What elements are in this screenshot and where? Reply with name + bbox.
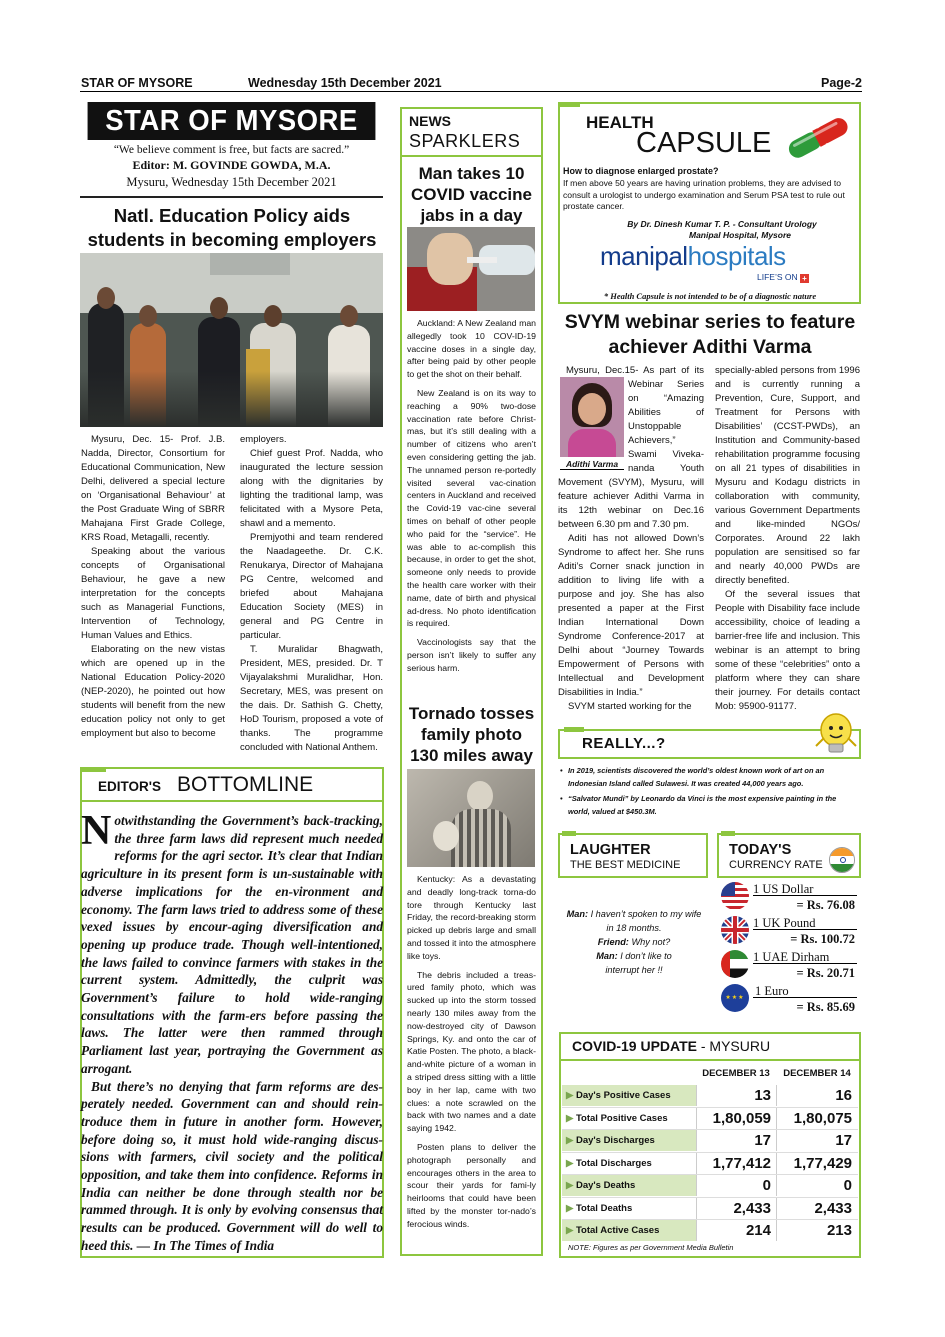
covid-label-b: - MYSURU: [700, 1038, 771, 1054]
india-flag-icon: [829, 847, 855, 873]
row-label: Total Discharges: [575, 1157, 652, 1169]
sparkler-para: New Zealand is on its way to reaching a 90% two-dose vaccination rate before Christ-mas, but it’s still dealing with a number of citizens who aren’t even considering getting the jab. The unnamed person re-portedly visited several vac-cination centers in Auckland and received the Covid-19 vac-cine several times on behalf of other people who paid for the “service”. He was able to ac-complish this because, in order to get the shot, someone only needs to provide the health care worker with their name, date of birth and physical ad-dress. No photo identification is required.: [407, 387, 536, 629]
currency-row: [717, 982, 861, 1018]
lightbulb-icon: [812, 710, 860, 762]
really-facts: [560, 764, 860, 818]
nep-col1: [81, 433, 225, 741]
tornado-photo: [407, 769, 535, 867]
editorial-label-box: [80, 767, 384, 802]
row-d14: 1,80,075: [776, 1108, 858, 1129]
covid-col-head-1: DECEMBER 13: [702, 1068, 770, 1079]
nep-col2: [240, 433, 383, 755]
nep-para: T. Muralidar Bhagwath, President, MES, presided. Dr. T Vijayalakshmi Muralidhar, Hon. Secretary, MES, was present on the dais. Dr. Sathish G. Chetty, HoD Tourism, proposed a vote of thanks. The programme concluded with National Anthem.: [240, 644, 383, 753]
row-arrow-icon: ▶: [566, 1202, 574, 1214]
adithi-caption: Adithi Varma: [560, 459, 624, 470]
uae-flag-icon: [721, 950, 749, 978]
row-arrow-icon: ▶: [566, 1090, 574, 1101]
sparkler-para: The debris included a treas-ured family photo, which was sucked up into the storm tossed nearly 130 miles away from the now-destroyed city of Dawson Springs, Ky. and onto the car of Katie Posten. The photo, a black-and-white picture of a woman in a striped dress sitting with a little boy in her lap, came with two clues: a note scrawled on the back with two names and a date saying 1942.: [407, 969, 536, 1134]
nep-para: Mysuru, Dec. 15- Prof. J.B. Nadda, Director, Consortium for Educational Communication, New Delhi, delivered a special lecture on ‘Organisational Behaviour’ at the Post Graduate Wing of SBRR Mahajana First Grade College, KRS Road, Metagalli, recently.: [81, 434, 225, 543]
row-d13: 17: [696, 1130, 776, 1151]
svym-col2: [715, 364, 860, 714]
svym-lead-line: Achievers,”: [628, 435, 676, 446]
page-header: [80, 74, 862, 92]
covid-label-a: COVID-19 UPDATE: [572, 1038, 697, 1054]
laughter-label-a: LAUGHTER: [570, 842, 651, 858]
row-d14: 0: [776, 1175, 858, 1196]
svym-lead-line: on “Amazing: [628, 393, 704, 404]
row-arrow-icon: ▶: [566, 1225, 574, 1236]
svym-para: Of the several issues that People with Disability face include accessibility, choice of leading a barrier-free life and inclusion. This webinar is an attempt to bring some of these “celebrities” onto a platform where they can share their journey. For details contact Mob: 95900-91177.: [715, 589, 860, 712]
row-d14: 16: [776, 1085, 858, 1106]
svym-lead-line: Unstoppable: [628, 421, 682, 432]
health-accent: [558, 102, 580, 107]
sparkler-story-1: [407, 317, 536, 675]
table-row: [562, 1152, 858, 1174]
capsule-icon: [780, 112, 860, 162]
table-row: [562, 1129, 858, 1151]
svym-lead-line: Mysuru, Dec.15- As part of its: [566, 365, 704, 376]
sparklers-label-bar: [400, 155, 543, 157]
row-label: Day's Positive Cases: [575, 1090, 671, 1101]
row-d14: 2,433: [776, 1198, 858, 1219]
health-label-b: CAPSULE: [636, 127, 772, 159]
sparkler-headline-2: Tornado tosses family photo 130 miles away: [408, 704, 535, 765]
currency-rate: = Rs. 76.08: [796, 898, 855, 912]
header-date: Wednesday 15th December 2021: [248, 76, 442, 90]
svym-lead-line: Abilities of: [628, 407, 704, 418]
row-d13: 13: [696, 1085, 776, 1106]
table-row: [562, 1197, 858, 1219]
nep-para: Premjyothi and team rendered the Naadageethe. Dr. C.K. Renukarya, Director of Mahajana PG Centre, welcomed and briefed about Mahajana Education Society (MES) in general and PG Centre in particular.: [240, 532, 383, 641]
joke-line: Man: I haven’t spoken to my wife in 18 months.: [566, 909, 702, 933]
header-paper: STAR OF MYSORE: [81, 76, 193, 90]
header-page: Page-2: [821, 76, 862, 90]
nep-para: Chief guest Prof. Nadda, who inaugurated the lecture session along with the dignitaries by lighting the traditional lamp, was felicitated with a Mysore Peta, shawl and a memento.: [240, 448, 383, 529]
manipal-tagline: LIFE’S ON +: [757, 272, 809, 283]
vaccine-photo: [407, 227, 535, 311]
currency-accent: [721, 831, 735, 836]
health-label-a: HEALTH: [586, 113, 654, 132]
editorial-accent: [80, 767, 106, 772]
really-fact: • In 2019, scientists discovered the world’s oldest known work of art on an Indonesian Island called Sulawesi. It was created 44,000 years ago.: [560, 766, 825, 788]
currency-unit: 1 UAE Dirham: [753, 950, 830, 964]
covid-header-rule: [559, 1059, 861, 1061]
currency-underline: [753, 997, 857, 998]
svym-lead-line: nanda Youth: [628, 463, 704, 474]
svym-lead-line: Swami Viveka-: [628, 449, 704, 460]
laughter-joke: [563, 907, 705, 977]
editorial-text: [81, 808, 383, 1255]
health-question: How to diagnose enlarged prostate?: [563, 166, 719, 176]
currency-unit: 1 Euro: [755, 984, 789, 998]
currency-rate: = Rs. 100.72: [790, 932, 855, 946]
really-accent: [564, 727, 584, 732]
table-row: [562, 1084, 858, 1106]
nep-photo: [80, 253, 383, 427]
svym-para: SVYM started working for the: [568, 701, 692, 712]
row-label: Day's Discharges: [575, 1135, 655, 1146]
currency-row: [717, 948, 861, 980]
table-row: [562, 1107, 858, 1129]
svym-para: Movement (SVYM), Mysuru, will feature achiever Adithi Varma in its 12th webinar on Dec.16 between 6.30 pm and 7.30 pm.: [558, 477, 704, 530]
joke-line: Friend: Why not?: [597, 937, 671, 947]
laughter-accent: [562, 831, 576, 836]
masthead-motto: “We believe comment is free, but facts are sacred.”: [113, 144, 350, 156]
currency-unit: 1 US Dollar: [753, 882, 814, 896]
editorial-dropcap: N: [81, 808, 112, 854]
row-label: Total Deaths: [575, 1202, 633, 1214]
editorial-para-2: But there’s no denying that farm reforms are des-perately needed. Government can and should rein-troduce them in future in another form. However, before doing so, it must hold wide-ranging discus-sions with farmers, civil society and the political opposition, and take them into confidence. Reforms in India can neither be done through stealth nor be rammed through. It is only by evolving consensus that results can be produced. Government will do well to heed this. — In The Times of India: [81, 1078, 383, 1253]
us-flag-icon: [721, 882, 749, 910]
sparkler-para: Posten plans to deliver the photograph personally and encourages others in the area to scour their yards for fami-ly heirlooms that could have been lifted by the monster tor-nado’s ferocious winds.: [407, 1141, 536, 1229]
svym-lead-lines: [566, 364, 704, 476]
covid-col-head-2: DECEMBER 14: [783, 1068, 851, 1079]
row-arrow-icon: ▶: [566, 1135, 574, 1146]
currency-label-a: TODAY'S: [729, 842, 792, 858]
row-arrow-icon: ▶: [566, 1180, 574, 1191]
manipal-logo: [600, 241, 815, 283]
sparklers-label-a: NEWS: [409, 113, 451, 129]
table-row: [562, 1219, 858, 1241]
sparkler-para: Auckland: A New Zealand man allegedly took 10 COV-ID-19 vaccine doses in a single day, after being paid by other people to get the shot on their behalf.: [407, 318, 536, 380]
svym-col1: [558, 476, 704, 714]
currency-row: [717, 914, 861, 946]
row-d14: 1,77,429: [776, 1153, 858, 1174]
currency-underline: [753, 895, 857, 896]
row-arrow-icon: ▶: [566, 1112, 574, 1124]
health-byline-2: Manipal Hospital, Mysore: [688, 230, 792, 240]
row-label: Total Positive Cases: [575, 1112, 668, 1124]
nep-para: Elaborating on the new vistas which are opened up in the National Education Policy-2020 (NEP-2020), he pointed out how students will benefit from the new education policy not only to get employment but also to become: [81, 644, 225, 739]
editorial-label-a: EDITOR'S: [98, 779, 161, 794]
masthead-rule: [80, 196, 383, 198]
svym-lead-line: Webinar Series: [628, 379, 704, 390]
currency-label-b: CURRENCY RATE: [729, 859, 823, 871]
sparkler-para: Vaccinologists say that the person isn’t likely to suffer any serious harm.: [407, 637, 536, 673]
masthead-dateline: Mysuru, Wednesday 15th December 2021: [126, 175, 337, 189]
nep-para: Speaking about the various concepts of Organisational Behaviour, he gave a new interpretation for the concepts such as Managerial Functions, Intervention of Technology, Human Values and Ethics.: [81, 546, 225, 641]
sparkler-headline-1: Man takes 10 COVID vaccine jabs in a day: [411, 164, 532, 225]
row-d13: 1,77,412: [696, 1153, 776, 1174]
editorial-para-1: Notwithstanding the Government’s back-tracking, the three farm laws did represent much needed reforms for the agri sector. It’s clear that Indian agriculture in its present form is un-sustainable with adverse implications for the en-vironment and economy. The farm laws tried to address some of these vexed issues by encour-aging diversification and opening up produce trade. Though well-intentioned, the laws failed to convince farmers with stakes in the current system. Admittedly, the culprit was Government’s failure to hold wide-ranging consultations with the farm-ers before passing the laws. The latter were then rammed through Parliament last year, portraying the Government as arrogant.: [81, 808, 383, 1076]
table-row: [562, 1174, 858, 1196]
nep-para-lead: employers.: [240, 434, 287, 445]
joke-line: Man: I don’t like to interrupt her !!: [596, 951, 672, 975]
health-byline-1: By Dr. Dinesh Kumar T. P. - Consultant Urology: [627, 219, 817, 229]
covid-rows: [562, 1084, 858, 1241]
masthead-title: STAR OF MYSORE: [88, 102, 376, 140]
currency-unit: 1 UK Pound: [753, 916, 816, 930]
svym-headline: SVYM webinar series to feature achiever Adithi Varma: [564, 311, 856, 358]
svym-para: specially-abled persons from 1996 and is currently running a Prevention, Cure, Support, and Treatment for Persons with Disabilities’ (CCST-PWDs), an Institution and Community-based rehabilitation programme focusing on all 21 types of disabilities in Mysuru and Kodagu districts in collaboration with community, various Government Departments and like-minded NGOs/ Corporates. Around 22 lakh population are sensitised so far and nearly 40,000 PWDs are directly benefited.: [715, 365, 860, 586]
really-fact: • “Salvator Mundi” by Leonardo da Vinci is the most expensive painting in the world, valued at $450.3M.: [560, 794, 837, 816]
masthead-editor: Editor: M. GOVINDE GOWDA, M.A.: [132, 158, 331, 172]
health-bottom-rule: [558, 302, 861, 304]
currency-rate: = Rs. 85.69: [796, 1000, 855, 1014]
manipal-logo-b: hospitals: [687, 241, 786, 271]
manipal-logo-a: manipal: [600, 241, 688, 271]
row-d14: 17: [776, 1130, 858, 1151]
row-label: Day's Deaths: [575, 1180, 636, 1191]
currency-rate: = Rs. 20.71: [796, 966, 855, 980]
row-d13: 0: [696, 1175, 776, 1196]
laughter-label-b: THE BEST MEDICINE: [570, 859, 681, 871]
really-label: REALLY...?: [582, 735, 666, 752]
covid-title: [572, 1038, 770, 1054]
editorial-label-b: BOTTOMLINE: [177, 773, 314, 796]
sparkler-story-2: [407, 873, 536, 1231]
plus-icon: +: [800, 274, 809, 283]
health-label-box: [570, 107, 776, 159]
svym-para: Aditi has not allowed Down’s Syndrome to affect her. She runs Aditi’s Corner snack junction in addition to living life with a purpose and joy. She has also presented a paper at the First Indian International Down Syndrome Conference-2017 at Delhi about “Journey Towards Empowerment of Persons with Intellectual and Development Disabilities in India.”: [558, 533, 704, 698]
row-arrow-icon: ▶: [566, 1157, 574, 1169]
sparklers-label-b: SPARKLERS: [409, 131, 521, 151]
currency-underline: [753, 963, 857, 964]
health-disclaimer: * Health Capsule is not intended to be of a diagnostic nature: [603, 291, 817, 301]
row-d13: 214: [696, 1220, 776, 1241]
health-answer: If men above 50 years are having urination problems, they are advised to consult a urologist to undergo examination and Serum PSA test to rule out prostate cancer.: [563, 178, 845, 211]
currency-row: [717, 880, 861, 912]
currency-underline: [753, 929, 857, 930]
row-label: Total Active Cases: [575, 1225, 660, 1236]
masthead: [80, 102, 383, 194]
sparkler-para: Kentucky: As a devastating and deadly long-track torna-do tore through Kentucky last Friday, the record-breaking storm picked up debris large and small and tossed it into the atmosphere like toys.: [407, 874, 536, 961]
nep-headline: Natl. Education Policy aids students in becoming employers: [87, 205, 377, 250]
euro-flag-icon: ★★★: [721, 984, 749, 1012]
row-d14: 213: [776, 1220, 858, 1241]
uk-flag-icon: [721, 916, 749, 944]
covid-note: NOTE: Figures as per Government Media Bulletin: [568, 1243, 734, 1252]
row-d13: 1,80,059: [696, 1108, 776, 1129]
row-d13: 2,433: [696, 1198, 776, 1219]
